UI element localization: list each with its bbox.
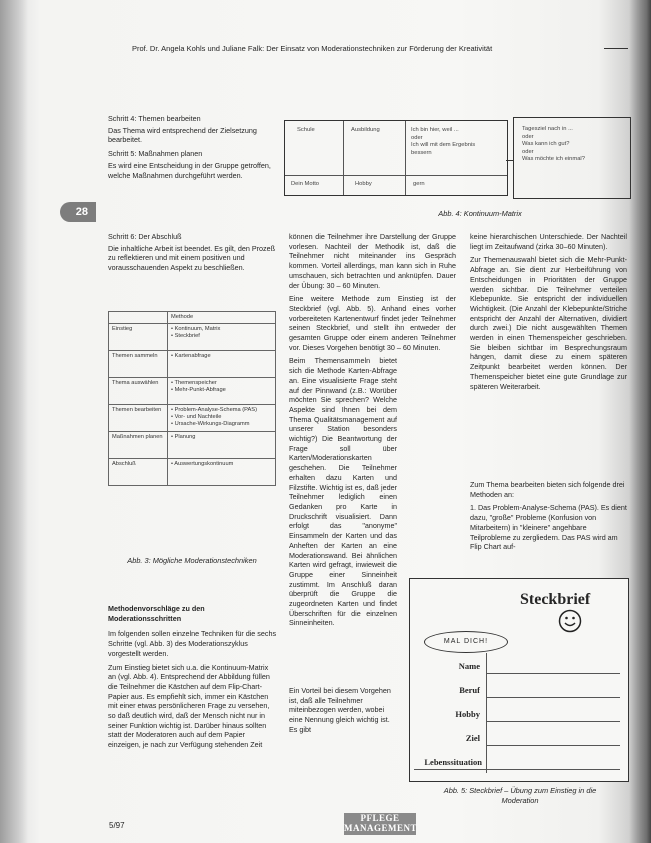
running-header: Prof. Dr. Angela Kohls und Juliane Falk: Der Einsatz von Moderationstechniken zur Förderung der Kreativität bbox=[132, 44, 493, 53]
steckbrief-label: Hobby bbox=[455, 709, 480, 719]
table-row-label: Themen bearbeiten bbox=[109, 405, 168, 432]
header-rule bbox=[604, 48, 628, 49]
steckbrief-figure bbox=[409, 578, 629, 782]
matrix-question-text: Tagesziel nach in ... oder Was kann ich gut? oder Was möchte ich einmal? bbox=[522, 126, 585, 162]
table-row-value: • Kartenabfrage bbox=[168, 351, 276, 378]
matrix-cell: Dein Motto bbox=[291, 181, 320, 187]
matrix-question-box bbox=[513, 117, 631, 199]
matrix-cell: Ich bin hier, weil ... oder Ich will mit dem Ergebnis bessern bbox=[411, 127, 476, 156]
table-row bbox=[109, 351, 276, 378]
table-row-label: Abschluß bbox=[109, 459, 168, 486]
table-row-label: Themen sammeln bbox=[109, 351, 168, 378]
table-header-row bbox=[109, 312, 276, 324]
right-paragraph: 1. Das Problem-Analyse-Schema (PAS). Es dient dazu, "große" Probleme (Konfusion von Mitarbeitern) in "kleinere" angehbare Teilprobleme zu zergliedern. Das PAS wird am Flip Chart auf- bbox=[470, 503, 627, 552]
table-row-value: • Themenspeicher • Mehr-Punkt-Abfrage bbox=[168, 378, 276, 405]
matrix-cell: Schule bbox=[297, 127, 315, 133]
methods-table bbox=[108, 311, 276, 486]
left-column-step6 bbox=[108, 232, 278, 277]
table-row-value: • Planung bbox=[168, 432, 276, 459]
step5-heading: Schritt 5: Maßnahmen planen bbox=[108, 149, 203, 159]
figure-3-caption: Abb. 3: Mögliche Moderationstechniken bbox=[127, 556, 257, 565]
middle-column bbox=[289, 232, 456, 632]
table-row bbox=[109, 324, 276, 351]
page-gutter-shadow bbox=[0, 0, 28, 843]
step4-heading: Schritt 4: Themen bearbeiten bbox=[108, 114, 201, 123]
middle-paragraph: können die Teilnehmer ihre Darstellung der Gruppe vorlesen. Nachteil der Methodik ist, daß die Teilnehmer nicht miteinander ins Gespräch kommen. Vorteil allerdings, man kann sich in Ruhe umschauen, sich betrachten und anknüpfen. Dauer der Übung: 30 – 60 Minuten. bbox=[289, 232, 456, 290]
matrix-cell: Ausbildung bbox=[351, 127, 380, 133]
right-paragraph: Zum Thema bearbeiten bieten sich folgende drei Methoden an: bbox=[470, 480, 625, 499]
issue-number: 5/97 bbox=[109, 821, 125, 830]
right-paragraph: keine hierarchischen Unterschiede. Der Nachteil liegt im Zeitaufwand (zirka 30–60 Minuten). bbox=[470, 232, 627, 251]
table-row bbox=[109, 405, 276, 432]
steckbrief-title: Steckbrief bbox=[520, 591, 591, 608]
table-header: Methode bbox=[168, 312, 276, 324]
right-column-lower bbox=[470, 480, 627, 556]
step6-text: Die inhaltliche Arbeit ist beendet. Es gilt, den Prozeß zu reflektieren und mit einem positiven und vorausschauenden Aspekt zu beschließen. bbox=[108, 243, 275, 273]
middle-paragraph: Ein Vorteil bei diesem Vorgehen ist, daß alle Teilnehmer miteinbezogen werden, wobei eine Nennung gleich wichtig ist. Es gibt bbox=[289, 686, 391, 734]
methods-heading: Methodenvorschläge zu den Moderationsschritten bbox=[108, 604, 205, 623]
table-row-value: • Problem-Analyse-Schema (PAS) • Vor- und Nachteile • Ursache-Wirkungs-Diagramm bbox=[168, 405, 276, 432]
page-number-tab: 28 bbox=[60, 202, 96, 222]
table-row bbox=[109, 378, 276, 405]
step4-text: Das Thema wird entsprechend der Zielsetzung bearbeitet. bbox=[108, 125, 257, 145]
steckbrief-label: Ziel bbox=[465, 733, 480, 743]
magazine-logo bbox=[344, 813, 416, 835]
mal-dich-oval: MAL DICH! bbox=[424, 631, 508, 653]
smiley-icon bbox=[558, 609, 582, 633]
steckbrief-label: Beruf bbox=[459, 685, 480, 695]
logo-line-1: PFLEGE bbox=[360, 813, 400, 823]
steckbrief-label: Lebenssituation bbox=[424, 757, 482, 767]
step5-text: Es wird eine Entscheidung in der Gruppe getroffen, welche Maßnahmen durchgeführt werden. bbox=[108, 160, 271, 180]
matrix-connector bbox=[506, 160, 513, 161]
page-edge-shadow bbox=[629, 0, 651, 843]
left-column-bottom bbox=[108, 604, 278, 754]
right-paragraph: Zur Themenauswahl bietet sich die Mehr-Punkt-Abfrage an. Sie dient zur Herbeiführung von Entscheidungen in Prioritäten der Gruppe werden sichtbar. Die Teilnehmer verteilen Klebepunkte. Sie entspricht der individuellen Wichtigkeit. (Die Anzahl der Klebepunkte/Striche entspricht der Anzahl der Alternativen, dividiert durch zwei.) Die nicht ausgewählten Themen werden in einen Themenspeicher geschrieben. Sie bleiben sichtbar im Besprechungsraum hängen, damit diese zu einem späteren Zeitpunkt bearbeitet werden können. Der Themenspeicher bietet eine gute Grundlage zur späteren Weiterarbeit. bbox=[470, 255, 627, 391]
right-column bbox=[470, 232, 627, 395]
methods-intro: Im folgenden sollen einzelne Techniken für die sechs Schritte (vgl. Abb. 3) des Moderationszyklus vorgestellt werden. bbox=[108, 629, 277, 658]
table-row-value: • Auswertungskontinuum bbox=[168, 459, 276, 486]
logo-line-2: MANAGEMENT bbox=[344, 823, 417, 833]
table-row-label: Thema auswählen bbox=[109, 378, 168, 405]
left-column-top bbox=[108, 114, 278, 184]
table-row bbox=[109, 432, 276, 459]
matrix-cell: gern bbox=[413, 181, 425, 187]
table-row bbox=[109, 459, 276, 486]
figure-4-caption: Abb. 4: Kontinuum-Matrix bbox=[438, 209, 522, 218]
step6-heading: Schritt 6: Der Abschluß bbox=[108, 232, 182, 241]
middle-paragraph: Beim Themensammeln bietet sich die Methode Karten-Abfrage an. Eine visualisierte Frage steht auf der Pinnwand (z.B.: Worüber möchten Sie sprechen? Welche Aspekte sind Ihnen bei dem Thema Qualitätsmanagement auf unserer Station besonders wichtig?) Die Beantwortung der Frage soll über Karten/Moderationskarten geschehen. Die Teilnehmer erhalten dazu Karten und Filzstifte. Wichtig ist es, daß jeder Teilnehmer lediglich einen Gedanken pro Karte in Druckschrift visualisiert. Dann erfolgt das "anonyme" Einsammeln der Karten und das Anheften der Karten an eine Moderationswand. Bei ähnlichen Karten wird gefragt, inwieweit die Gruppe einer Sinneinheit zustimmt. Im Anschluß daran überprüft die Gruppe die zugeordneten Karten und findet Überschriften für die einzelnen Sinneinheiten. bbox=[289, 356, 397, 628]
middle-column-bottom bbox=[289, 686, 399, 739]
methods-body: Zum Einstieg bietet sich u.a. die Kontinuum-Matrix an (vgl. Abb. 4). Entsprechend der Abbildung füllen die Teilnehmer die Kästchen auf dem Flip-Chart-Papier aus. Es empfiehlt sich, immer ein Kästchen mit einer etwas persönlicheren Frage zu versehen, so daß deutlich wird, daß der Mensch nicht nur in seiner Funktion wichtig ist. Darüber hinaus sollten statt der Moderatoren auch auf dem Papier einzeigen, je nach zur Verfügung stehenden Zeit bbox=[108, 662, 270, 750]
table-row-label: Maßnahmen planen bbox=[109, 432, 168, 459]
matrix-cell: Hobby bbox=[355, 181, 372, 187]
table-row-label: Einstieg bbox=[109, 324, 168, 351]
steckbrief-label: Name bbox=[458, 661, 480, 671]
kontinuum-matrix bbox=[284, 120, 508, 196]
steckbrief-divider bbox=[486, 653, 487, 773]
figure-5-caption: Abb. 5: Steckbrief – Übung zum Einstieg in die Moderation bbox=[443, 786, 597, 805]
table-row-value: • Kontinuum, Matrix • Steckbrief bbox=[168, 324, 276, 351]
middle-paragraph: Eine weitere Methode zum Einstieg ist der Steckbrief (vgl. Abb. 5). Anhand eines vorher vorbereiteten Kartenentwurf findet jeder Teilnehmer seinen Steckbrief, und stellt ihn entweder der gesamten Gruppe oder einem anderen Teilnehmer vor. Dieses Vorgehen benötigt 30 – 60 Minuten. bbox=[289, 294, 456, 352]
